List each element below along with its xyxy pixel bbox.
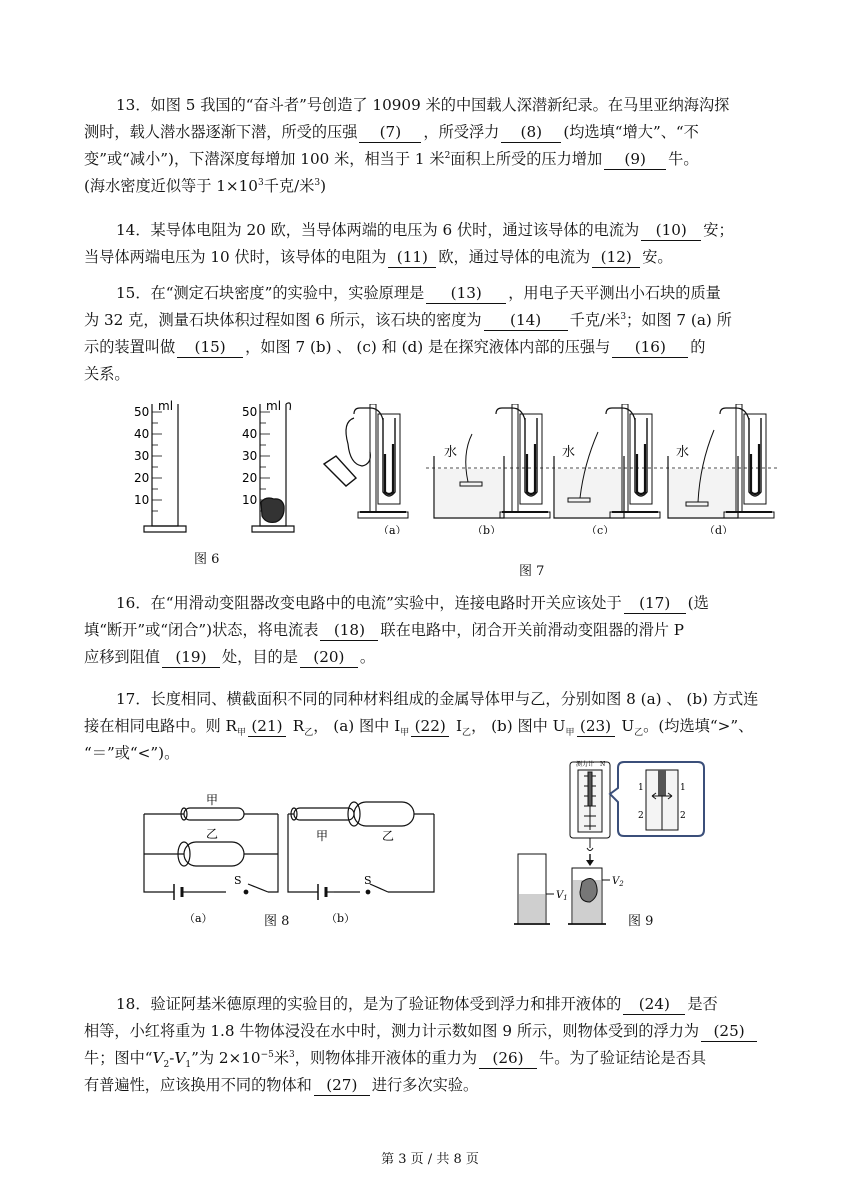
tick-20-left: 20: [134, 471, 150, 485]
tick-30-right: 30: [242, 449, 258, 463]
tick-40-right: 40: [242, 427, 258, 441]
tick-20-right: 20: [242, 471, 258, 485]
tick-10-right: 10: [242, 493, 258, 507]
fig7-sub-b: （b）: [472, 524, 502, 534]
blank-15[interactable]: (15): [177, 337, 243, 358]
blank-19[interactable]: (19): [162, 647, 220, 668]
page-footer: 第 3 页 / 共 8 页: [381, 1152, 479, 1167]
blank-22[interactable]: (22): [411, 716, 449, 737]
blank-26[interactable]: (26): [479, 1048, 537, 1069]
meter-label: 测力计: [576, 761, 595, 768]
zoom-scale-1-right: 1: [680, 783, 686, 793]
meter-unit: N: [600, 761, 606, 768]
figure-6-caption: 图 6: [194, 552, 220, 567]
down-arrow-head: [586, 860, 594, 866]
water-label-c: 水: [562, 445, 576, 460]
blank-27[interactable]: (27): [314, 1075, 370, 1096]
beaker-c: [554, 404, 660, 518]
blank-17[interactable]: (17): [624, 593, 686, 614]
blank-13[interactable]: (13): [426, 283, 506, 304]
tick-10-left: 10: [134, 493, 150, 507]
circuit-a: [144, 808, 278, 900]
question-18: 18．验证阿基米德原理的实验目的，是为了验证物体受到浮力和排开液体的 (24) 是否 相等，小红将重为 1.8 牛物体浸没在水中时，测力计示数如图 9 所示，则物体受到的浮力为 (25) 牛；图中“$V_2-V_1$”为 $2\times 10^{-5}$米$^3$，则物体排开液体的重力为 (26) 牛。为了验证结论是否具 有普遍性，应该换用不同的物体和 (27) 进行多次实验。: [84, 991, 784, 1099]
tick-50-left: 50: [134, 405, 150, 419]
zoom-scale-1-left: 1: [638, 783, 644, 793]
spring-balance: [570, 762, 610, 851]
fig8-sub-b: （b）: [326, 912, 356, 924]
question-14: 14．某导体电阻为 20 欧，当导体两端的电压为 6 伏时，通过该导体的电流为 (10) 安； 当导体两端电压为 10 伏时，该导体的电阻为 (11) 欧，通过导体的电流为 (12) 安。: [84, 221, 734, 266]
blank-11[interactable]: (11): [388, 247, 436, 268]
blank-25[interactable]: (25): [701, 1021, 757, 1042]
question-16: 16．在“用滑动变阻器改变电路中的电流”实验中，连接电路时开关应该处于 (17) (选 填“断开”或“闭合”)状态，将电流表 (18) 联在电路中，闭合开关前滑动变阻器的滑片 P 应移到阻值 (19) 处，目的是 (20) 。: [84, 594, 709, 666]
cylinder-empty: [144, 404, 186, 532]
beaker-b: [434, 404, 550, 518]
cylinder-v2: [568, 868, 610, 924]
zoom-scale-2-right: 2: [680, 811, 686, 821]
beaker-d: [668, 404, 774, 518]
v2-label: $V_2$: [612, 876, 624, 888]
blank-7[interactable]: (7): [359, 122, 421, 143]
label-jia-b: 甲: [316, 829, 329, 843]
water-label-b: 水: [444, 445, 458, 460]
blank-10[interactable]: (10): [641, 220, 701, 241]
label-yi-a: 乙: [206, 827, 219, 841]
label-yi-b: 乙: [382, 829, 395, 843]
q13-line1: 13．如图 5 我国的“奋斗者”号创造了 10909 米的中国载人深潜新纪录。在马里亚纳海沟探: [116, 96, 730, 114]
label-s-a: S: [234, 874, 242, 887]
blank-12[interactable]: (12): [592, 247, 640, 268]
figure-7-caption: 图 7: [519, 564, 545, 579]
unit-label-left: ml: [158, 399, 174, 413]
fig7-sub-a: （a）: [378, 524, 407, 534]
figure-7: [322, 404, 782, 534]
blank-21[interactable]: (21): [248, 716, 286, 737]
tick-50-right: 50: [242, 405, 258, 419]
blank-18[interactable]: (18): [320, 620, 378, 641]
figure-9-caption: 图 9: [628, 914, 654, 929]
cylinder-with-stone: [252, 403, 294, 532]
water-label-d: 水: [676, 445, 690, 460]
zoom-scale-2-left: 2: [638, 811, 644, 821]
blank-24[interactable]: (24): [623, 994, 685, 1015]
figure-9: [508, 756, 708, 932]
tick-30-left: 30: [134, 449, 150, 463]
blank-8[interactable]: (8): [501, 122, 561, 143]
v1-label: $V_1$: [556, 890, 568, 902]
blank-16[interactable]: (16): [612, 337, 688, 358]
fig7-sub-c: （c）: [586, 524, 615, 534]
unit-label-right: ml: [266, 399, 282, 413]
gauge-a: [324, 404, 408, 518]
fig8-sub-a: （a）: [184, 912, 213, 924]
blank-14[interactable]: (14): [484, 310, 568, 331]
circuit-b: [288, 802, 434, 900]
cylinder-v1: [514, 854, 554, 924]
figure-8: [138, 784, 438, 924]
question-13: 13．如图 5 我国的“奋斗者”号创造了 10909 米的中国载人深潜新纪录。在马里亚纳海沟探 测时，载人潜水器逐渐下潜，所受的压强 (7) ，所受浮力 (8) (均选填“增大”、“不 变”或“减小”)，下潜深度每增加 100 米，相当于 1 米$^2$面积上所受的压力增加 (9) 牛。 (海水密度近似等于 $1\times 10^3$千克/米$^3$): [84, 96, 730, 195]
blank-9[interactable]: (9): [604, 149, 666, 170]
figure-8-caption: 图 8: [264, 914, 290, 929]
tick-40-left: 40: [134, 427, 150, 441]
question-17: 17．长度相同、横截面积不同的同种材料组成的金属导体甲与乙，分别如图 8 (a) 、 (b) 方式连 接在相同电路中。则 $R_甲$ (21) $R_乙$， (a) 图中 $I_甲$ (22) $I_乙$， (b) 图中 $U_甲$ (23) $U_乙$。(均选填“>”、 “＝”或“<”)。: [84, 690, 759, 762]
label-jia-a: 甲: [206, 793, 219, 807]
fig7-sub-d: （d）: [704, 524, 734, 534]
question-15: 15．在“测定石块密度”的实验中，实验原理是 (13) ，用电子天平测出小石块的质量 为 32 克，测量石块体积过程如图 6 所示，该石块的密度为 (14) 千克/米$^3$；如图 7 (a) 所 示的装置叫做 (15) ，如图 7 (b) 、 (c) 和 (d) 是在探究液体内部的压强与 (16) 的 关系。: [84, 284, 732, 383]
blank-20[interactable]: (20): [300, 647, 358, 668]
zoom-callout: [610, 762, 704, 836]
figure-6: [130, 398, 310, 548]
label-s-b: S: [364, 874, 372, 887]
blank-23[interactable]: (23): [577, 716, 615, 737]
